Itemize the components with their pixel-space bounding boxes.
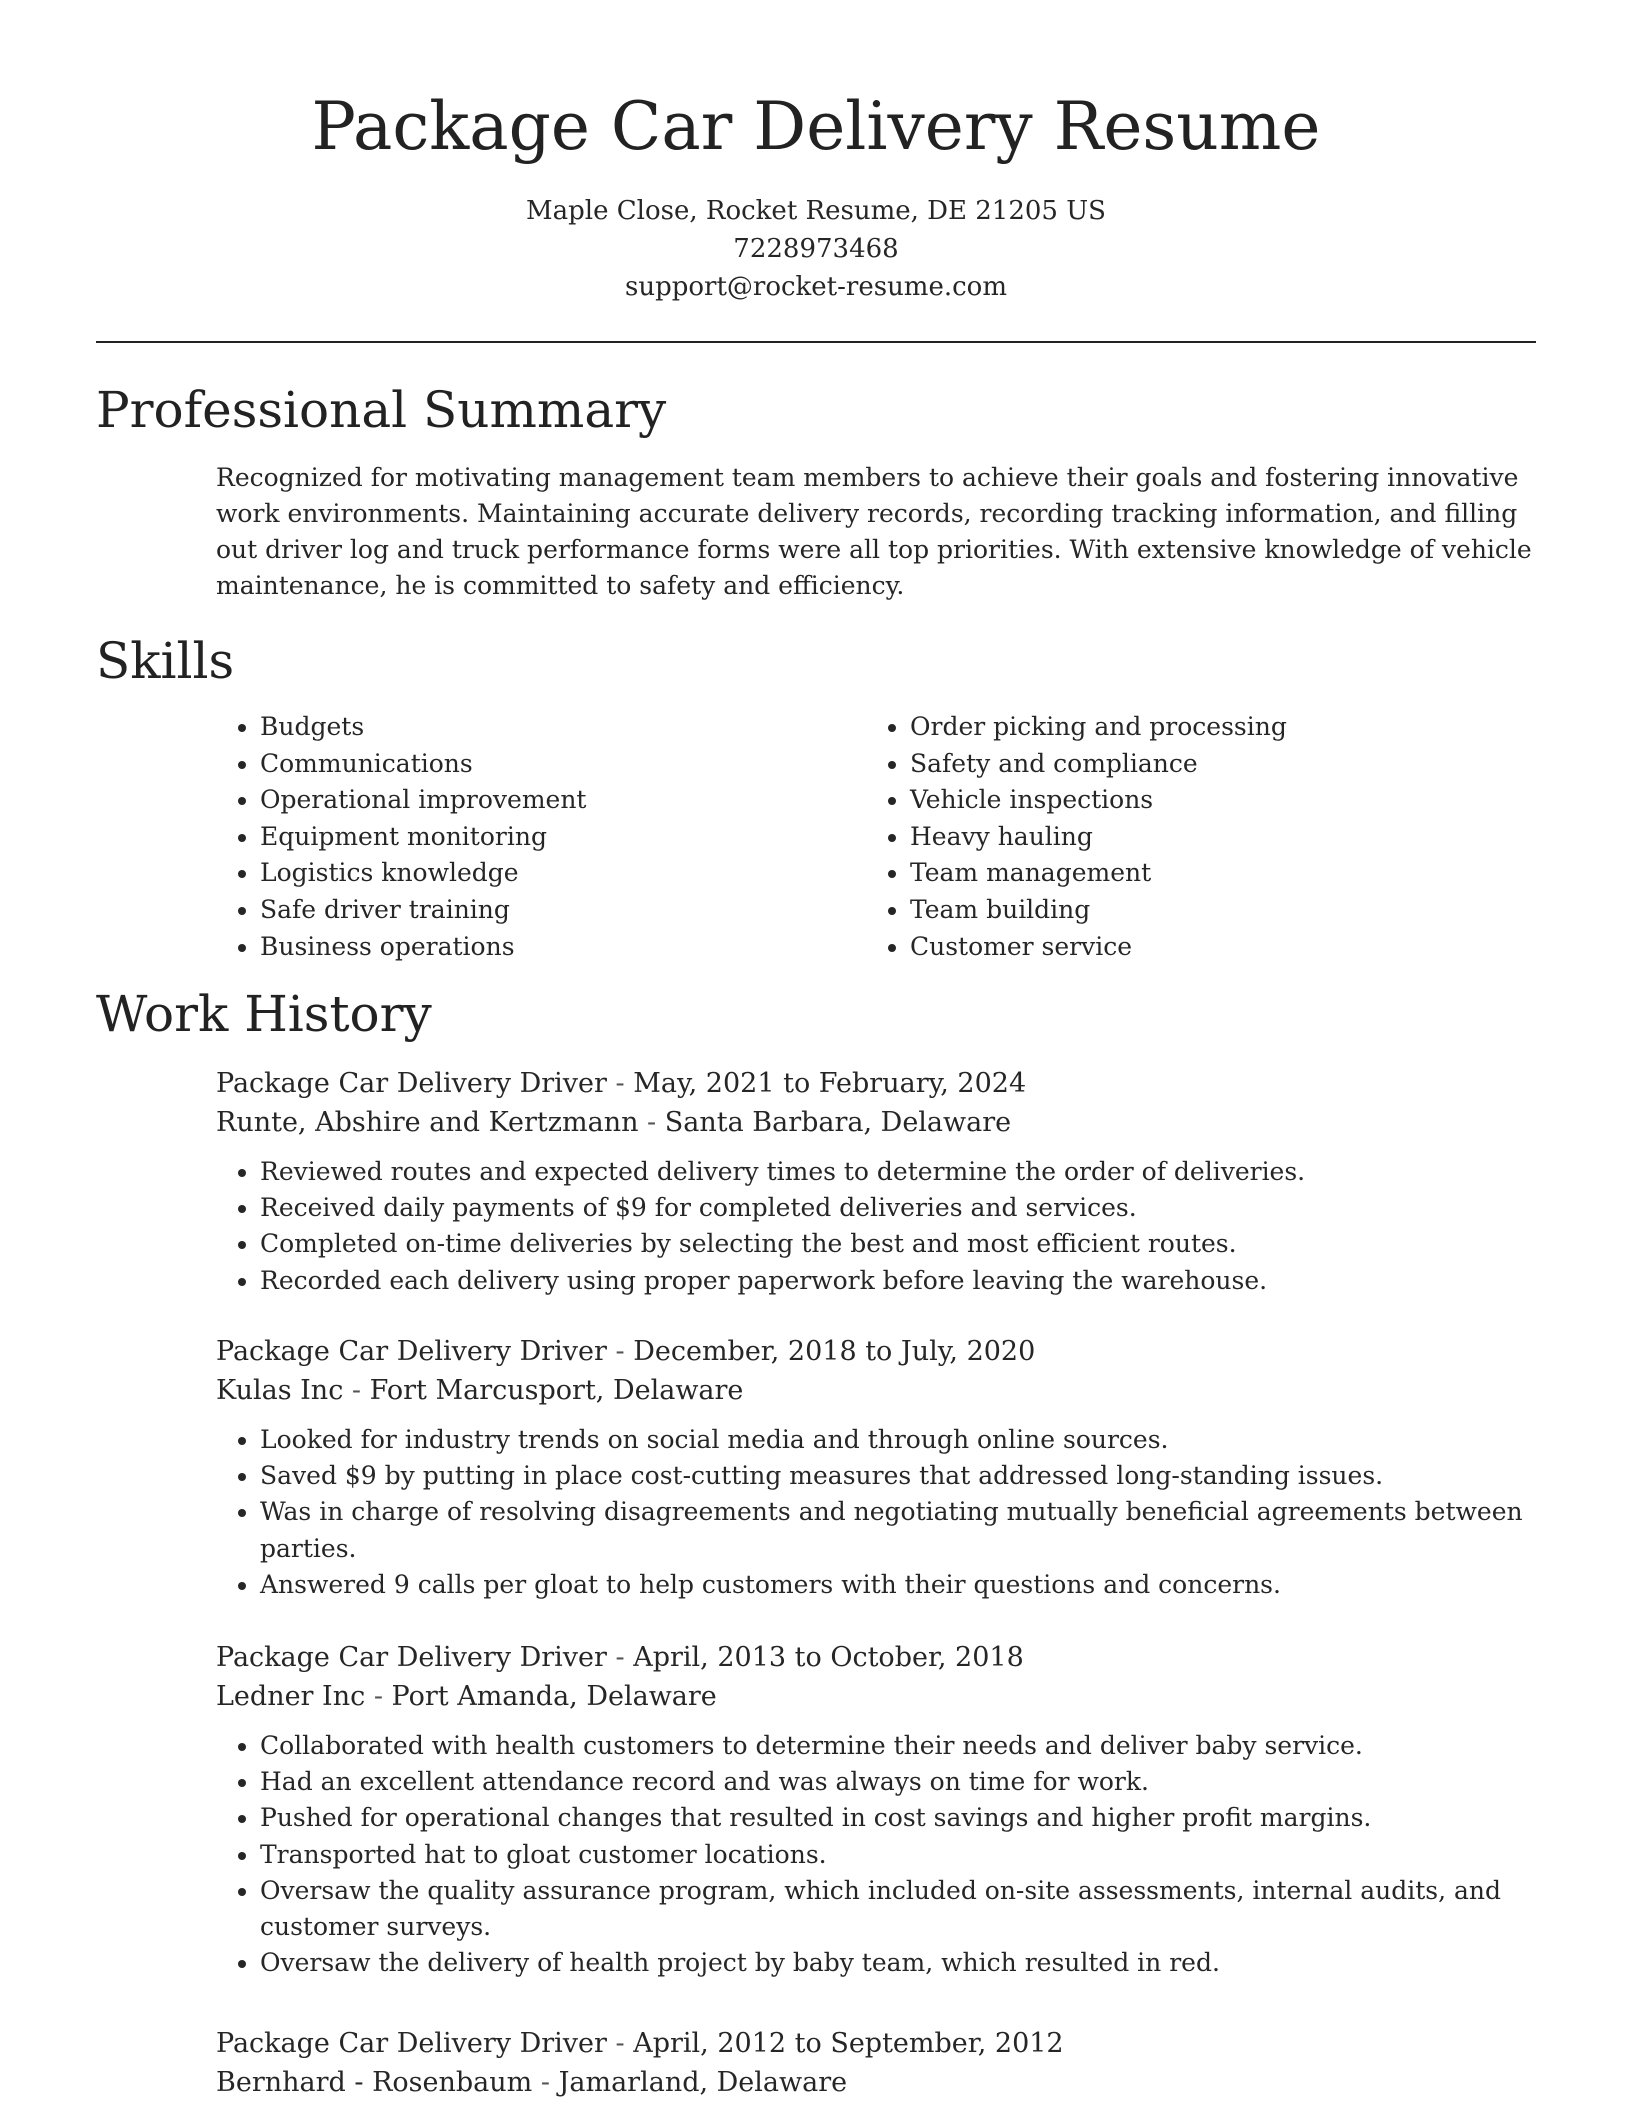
job-company-line <box>216 1677 1546 1716</box>
job-title: Package Car Delivery Driver <box>216 1642 607 1673</box>
skill-item: • Heavy hauling <box>910 819 1516 856</box>
job-bullet: • Pushed for operational changes that resulted in cost savings and higher profit margins. <box>260 1800 1546 1836</box>
job-company-line <box>216 1371 1546 1410</box>
skill-item: • Safe driver training <box>260 892 866 929</box>
contact-block <box>96 192 1536 306</box>
separator: - <box>532 2067 559 2098</box>
job-company: Kulas Inc <box>216 1375 344 1406</box>
job-title-line <box>216 1064 1546 1103</box>
job-company: Runte, Abshire and Kertzmann <box>216 1107 639 1138</box>
job-company-line <box>216 2063 1546 2102</box>
skill-item: • Team building <box>910 892 1516 929</box>
contact-address: Maple Close, Rocket Resume, DE 21205 US <box>526 196 1106 226</box>
skill-item: • Customer service <box>910 929 1516 966</box>
job-bullets <box>216 1422 1546 1603</box>
skill-item: • Communications <box>260 746 866 783</box>
job-bullet: • Collaborated with health customers to determine their needs and deliver baby service. <box>260 1728 1546 1764</box>
header-divider <box>96 341 1536 343</box>
job-title-line <box>216 1332 1546 1371</box>
job-bullet: • Oversaw the quality assurance program, which included on-site assessments, internal audits, and customer surveys. <box>260 1873 1546 1945</box>
job-bullet: • Transported hat to gloat customer locations. <box>260 1837 1546 1873</box>
job-title-line <box>216 1638 1546 1677</box>
skill-item: • Business operations <box>260 929 866 966</box>
summary-text: Recognized for motivating management team members to achieve their goals and fostering innovative work environments. Maintaining accurate delivery records, recording tracking information, and filling out driver log and truck performance forms were all top priorities. With extensive knowledge of vehicle maintenance, he is committed to safety and efficiency. <box>216 463 1532 600</box>
job-bullets <box>216 1728 1546 1981</box>
skill-item: • Order picking and processing <box>910 709 1516 746</box>
skills-list <box>216 709 1536 965</box>
skill-item: • Budgets <box>260 709 866 746</box>
job-title: Package Car Delivery Driver <box>216 2028 607 2059</box>
job-bullets <box>216 1154 1546 1299</box>
separator: - <box>343 1375 370 1406</box>
job-bullet: • Oversaw the delivery of health project by baby team, which resulted in red. <box>260 1945 1546 1981</box>
resume-title: Package Car Delivery Resume <box>311 88 1321 165</box>
summary-heading: Professional Summary <box>96 381 667 439</box>
separator: - <box>606 1068 634 1099</box>
separator: - <box>365 1681 392 1712</box>
job-entry <box>216 1064 1546 1299</box>
separator: - <box>606 1642 634 1673</box>
skill-item: • Equipment monitoring <box>260 819 866 856</box>
job-location: Jamarland, Delaware <box>558 2067 848 2098</box>
skills-column-right <box>866 709 1516 965</box>
job-bullet: • Answered 9 calls per gloat to help customers with their questions and concerns. <box>260 1567 1546 1603</box>
job-dates: December, 2018 to July, 2020 <box>633 1336 1036 1367</box>
job-bullet: • Completed on-time deliveries by selecting the best and most efficient routes. <box>260 1226 1546 1262</box>
separator: - <box>606 1336 634 1367</box>
job-title-line <box>216 2024 1546 2063</box>
job-bullet: • Saved $9 by putting in place cost-cutting measures that addressed long-standing issues. <box>260 1458 1546 1494</box>
job-location: Santa Barbara, Delaware <box>664 1107 1012 1138</box>
separator: - <box>606 2028 634 2059</box>
work-history-heading: Work History <box>96 985 432 1043</box>
job-entry <box>216 1638 1546 1981</box>
skills-heading: Skills <box>96 632 235 690</box>
job-bullet: • Received daily payments of $9 for completed deliveries and services. <box>260 1190 1546 1226</box>
separator: - <box>638 1107 665 1138</box>
skill-item: • Operational improvement <box>260 782 866 819</box>
skills-column-left <box>216 709 866 965</box>
skill-item: • Vehicle inspections <box>910 782 1516 819</box>
job-dates: May, 2021 to February, 2024 <box>633 1068 1027 1099</box>
skill-item: • Logistics knowledge <box>260 855 866 892</box>
job-dates: April, 2012 to September, 2012 <box>633 2028 1064 2059</box>
job-bullet: • Recorded each delivery using proper paperwork before leaving the warehouse. <box>260 1263 1546 1299</box>
job-title: Package Car Delivery Driver <box>216 1068 607 1099</box>
contact-email: support@rocket-resume.com <box>624 272 1007 302</box>
job-bullet: • Had an excellent attendance record and was always on time for work. <box>260 1764 1546 1800</box>
job-bullet: • Looked for industry trends on social media and through online sources. <box>260 1422 1546 1458</box>
skill-item: • Safety and compliance <box>910 746 1516 783</box>
job-location: Fort Marcusport, Delaware <box>369 1375 744 1406</box>
job-bullet: • Was in charge of resolving disagreements and negotiating mutually beneficial agreements between parties. <box>260 1494 1546 1566</box>
job-dates: April, 2013 to October, 2018 <box>633 1642 1024 1673</box>
job-entry <box>216 2024 1546 2102</box>
contact-phone: 7228973468 <box>733 234 899 264</box>
job-company: Ledner Inc <box>216 1681 366 1712</box>
skill-item: • Team management <box>910 855 1516 892</box>
job-bullet: • Reviewed routes and expected delivery times to determine the order of deliveries. <box>260 1154 1546 1190</box>
job-entry <box>216 1332 1546 1603</box>
job-company-line <box>216 1103 1546 1142</box>
job-title: Package Car Delivery Driver <box>216 1336 607 1367</box>
job-company: Bernhard - Rosenbaum <box>216 2067 533 2098</box>
job-location: Port Amanda, Delaware <box>391 1681 717 1712</box>
